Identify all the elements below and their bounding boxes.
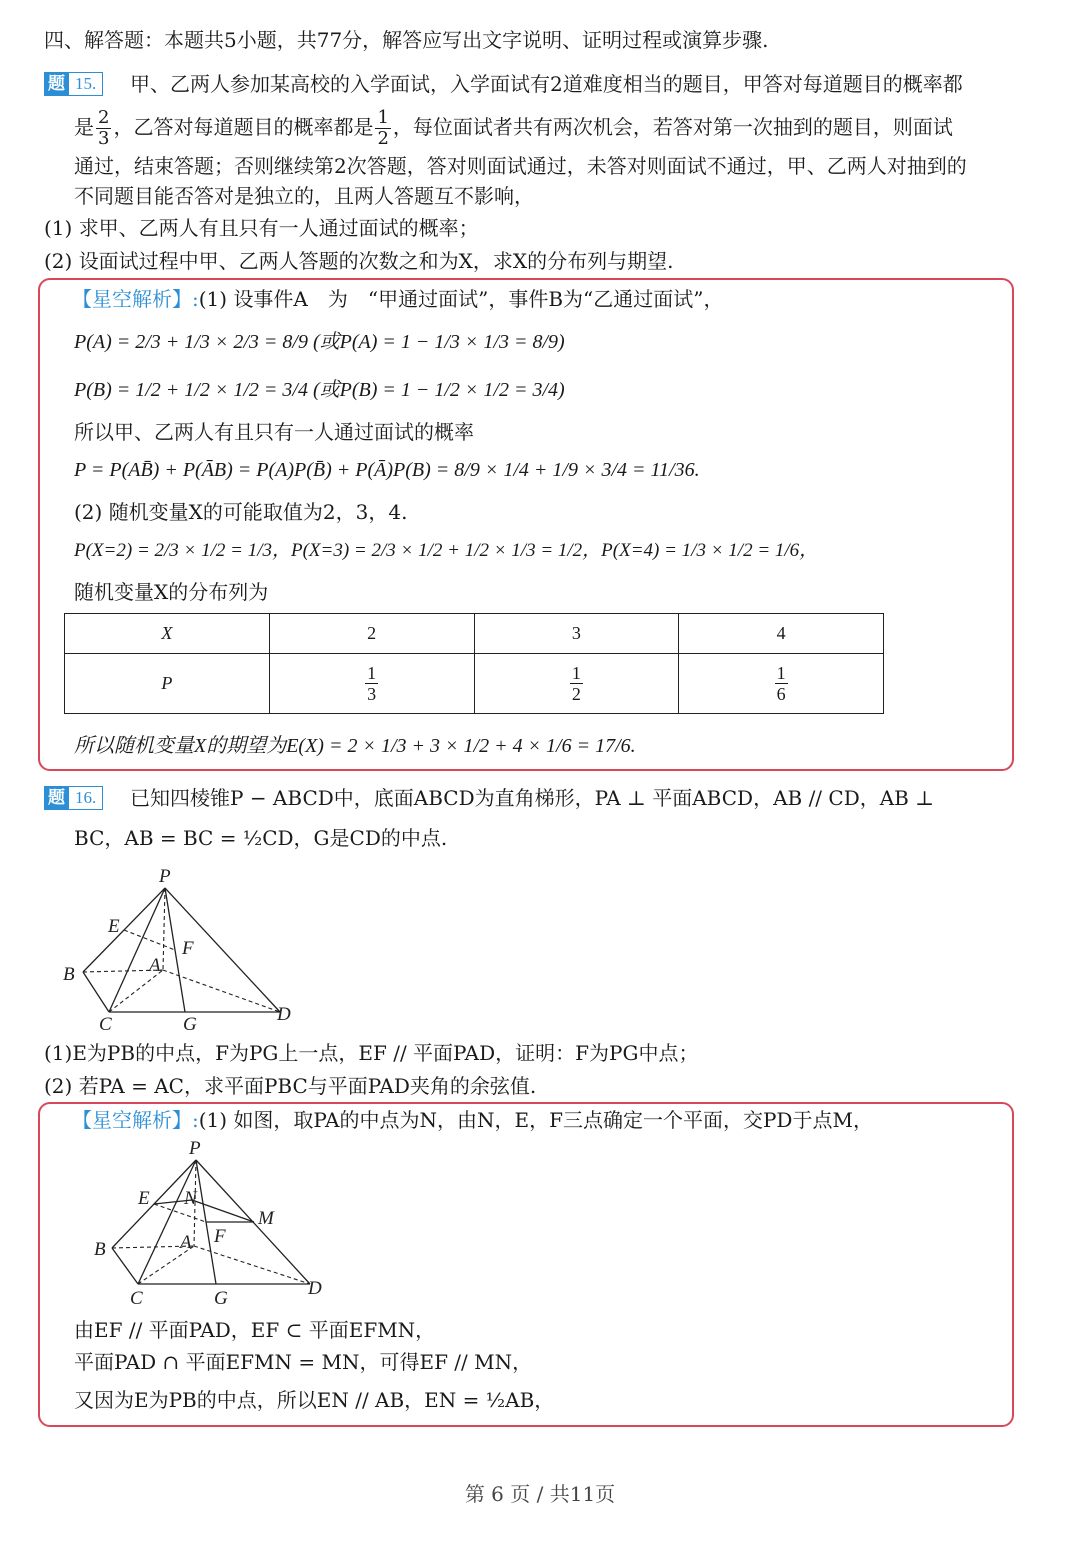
segment-NM <box>192 1200 254 1222</box>
question-16-badge <box>44 786 103 810</box>
label-E: E <box>138 1188 150 1209</box>
fraction-denominator: 3 <box>98 128 110 149</box>
q15-line2-c: ，每位面试者共有两次机会，若答对第一次抽到的题目，则面试 <box>392 115 953 139</box>
edge-PA <box>163 888 165 970</box>
table-cell: 2 <box>269 614 474 654</box>
solution-label: 【星空解析】: <box>72 287 199 311</box>
q15-line2-a: 是 <box>74 115 94 139</box>
q15-part1: (1) 求甲、乙两人有且只有一人通过面试的概率； <box>44 216 479 240</box>
label-F: F <box>214 1226 226 1247</box>
edge-AD <box>163 970 280 1012</box>
q16-line1: 已知四棱锥P − ABCD中，底面ABCD为直角梯形，PA ⊥ 平面ABCD，AB // CD，AB ⊥ <box>130 786 935 810</box>
q15-line3: 通过，结束答题；否则继续第2次答题，答对则面试通过，未答对则面试不通过，甲、乙两人对抽到的 <box>74 154 967 178</box>
fraction-yi <box>375 108 390 149</box>
sol15-line7: P(X=2) = 2/3 × 1/2 = 1/3，P(X=3) = 2/3 × 1/2 + 1/2 × 1/3 = 1/2，P(X=4) = 1/3 × 1/2 = 1/6， <box>74 540 819 561</box>
sol15-line2: P(A) = 2/3 + 1/3 × 2/3 = 8/9 (或P(A) = 1 − 1/3 × 1/3 = 8/9) <box>74 331 565 353</box>
q16-part2: (2) 若PA = AC，求平面PBC与平面PAD夹角的余弦值. <box>44 1074 537 1098</box>
question-15-badge <box>44 72 103 96</box>
table-cell <box>679 654 884 714</box>
sol15-line3: P(B) = 1/2 + 1/2 × 1/2 = 3/4 (或P(B) = 1 − 1/2 × 1/2 = 3/4) <box>74 379 565 401</box>
q15-line2 <box>74 108 953 149</box>
prob-fraction <box>775 663 788 704</box>
fraction-denominator: 3 <box>367 684 377 704</box>
table-header-row <box>65 614 884 654</box>
label-A: A <box>149 955 161 976</box>
segment-EF <box>124 930 175 950</box>
question-number: 16. <box>69 786 103 810</box>
q16-part1: (1)E为PB的中点，F为PG上一点，EF // 平面PAD，证明：F为PG中点； <box>44 1041 699 1065</box>
label-C: C <box>130 1288 143 1309</box>
edge-CA <box>109 970 163 1012</box>
page-footer: 第 6 页 / 共11页 <box>464 1482 616 1506</box>
section-heading: 四、解答题：本题共5小题，共77分，解答应写出文字说明、证明过程或演算步骤. <box>44 28 769 52</box>
question-tag: 题 <box>44 786 69 810</box>
label-G: G <box>214 1288 228 1309</box>
edge-BC <box>112 1248 138 1284</box>
label-B: B <box>94 1239 106 1260</box>
prob-fraction <box>365 663 378 704</box>
pyramid-figure <box>55 862 315 1037</box>
fraction-numerator: 1 <box>367 663 377 683</box>
sol15-line4: 所以甲、乙两人有且只有一人通过面试的概率 <box>74 420 474 444</box>
table-cell <box>269 654 474 714</box>
sol15-line1 <box>72 285 723 313</box>
sol15-line9: 所以随机变量X的期望为E(X) = 2 × 1/3 + 3 × 1/2 + 4 × 1/6 = 17/6. <box>74 735 636 757</box>
label-D: D <box>277 1004 291 1025</box>
sol15-line5: P = P(AB̄) + P(ĀB) = P(A)P(B̄) + P(Ā)P(B) = 8/9 × 1/4 + 1/9 × 3/4 = 11/36. <box>74 459 700 481</box>
fraction-numerator: 1 <box>377 107 389 128</box>
fraction-jia <box>96 108 111 149</box>
label-E: E <box>108 916 120 937</box>
q15-line1: 甲、乙两人参加某高校的入学面试，入学面试有2道难度相当的题目，甲答对每道题目的概率都 <box>130 72 963 96</box>
label-M: M <box>258 1208 274 1229</box>
q15-part2: (2) 设面试过程中甲、乙两人答题的次数之和为X，求X的分布列与期望. <box>44 249 674 273</box>
label-G: G <box>183 1014 197 1035</box>
distribution-table <box>64 613 884 714</box>
label-P: P <box>189 1138 201 1159</box>
segment-EF <box>154 1204 206 1222</box>
label-N: N <box>184 1188 197 1209</box>
sol16-line3: 平面PAD ∩ 平面EFMN = MN，可得EF // MN， <box>74 1350 533 1374</box>
sol16-line1 <box>72 1106 873 1134</box>
table-cell <box>474 654 679 714</box>
edge-PC <box>138 1160 196 1284</box>
table-row <box>65 654 884 714</box>
fraction-denominator: 6 <box>776 684 786 704</box>
solution-label: 【星空解析】: <box>72 1108 199 1132</box>
prob-fraction <box>570 663 583 704</box>
sol15-l1-text: (1) 设事件A 为 “甲通过面试”，事件B为“乙通过面试”， <box>198 287 724 311</box>
label-C: C <box>99 1014 112 1035</box>
question-number: 15. <box>69 72 103 96</box>
question-tag: 题 <box>44 72 69 96</box>
sol16-line2: 由EF // 平面PAD，EF ⊂ 平面EFMN， <box>74 1318 436 1342</box>
edge-PC <box>109 888 165 1012</box>
fraction-denominator: 2 <box>377 128 389 149</box>
label-D: D <box>308 1278 322 1299</box>
q15-line2-b: ，乙答对每道题目的概率都是 <box>113 115 374 139</box>
sol15-line6: (2) 随机变量X的可能取值为2，3，4. <box>74 500 408 524</box>
label-A: A <box>180 1232 192 1253</box>
edge-BC <box>83 972 109 1012</box>
table-cell: 3 <box>474 614 679 654</box>
label-P: P <box>159 866 171 887</box>
fraction-numerator: 1 <box>776 663 786 683</box>
table-cell: X <box>65 614 270 654</box>
fraction-numerator: 1 <box>571 663 581 683</box>
table-cell: P <box>65 654 270 714</box>
q16-line2: BC，AB = BC = ½CD，G是CD的中点. <box>74 826 448 850</box>
q15-line4: 不同题目能否答对是独立的，且两人答题互不影响， <box>74 184 534 208</box>
fraction-numerator: 2 <box>98 107 110 128</box>
sol15-line8: 随机变量X的分布列为 <box>74 580 269 604</box>
sol16-l1-text: (1) 如图，取PA的中点为N，由N，E，F三点确定一个平面，交PD于点M， <box>198 1108 873 1132</box>
label-F: F <box>182 938 194 959</box>
label-B: B <box>63 964 75 985</box>
sol16-line4: 又因为E为PB的中点，所以EN // AB，EN = ½AB， <box>74 1388 555 1412</box>
pyramid-figure-solution <box>88 1138 348 1316</box>
fraction-denominator: 2 <box>571 684 581 704</box>
table-cell: 4 <box>679 614 884 654</box>
